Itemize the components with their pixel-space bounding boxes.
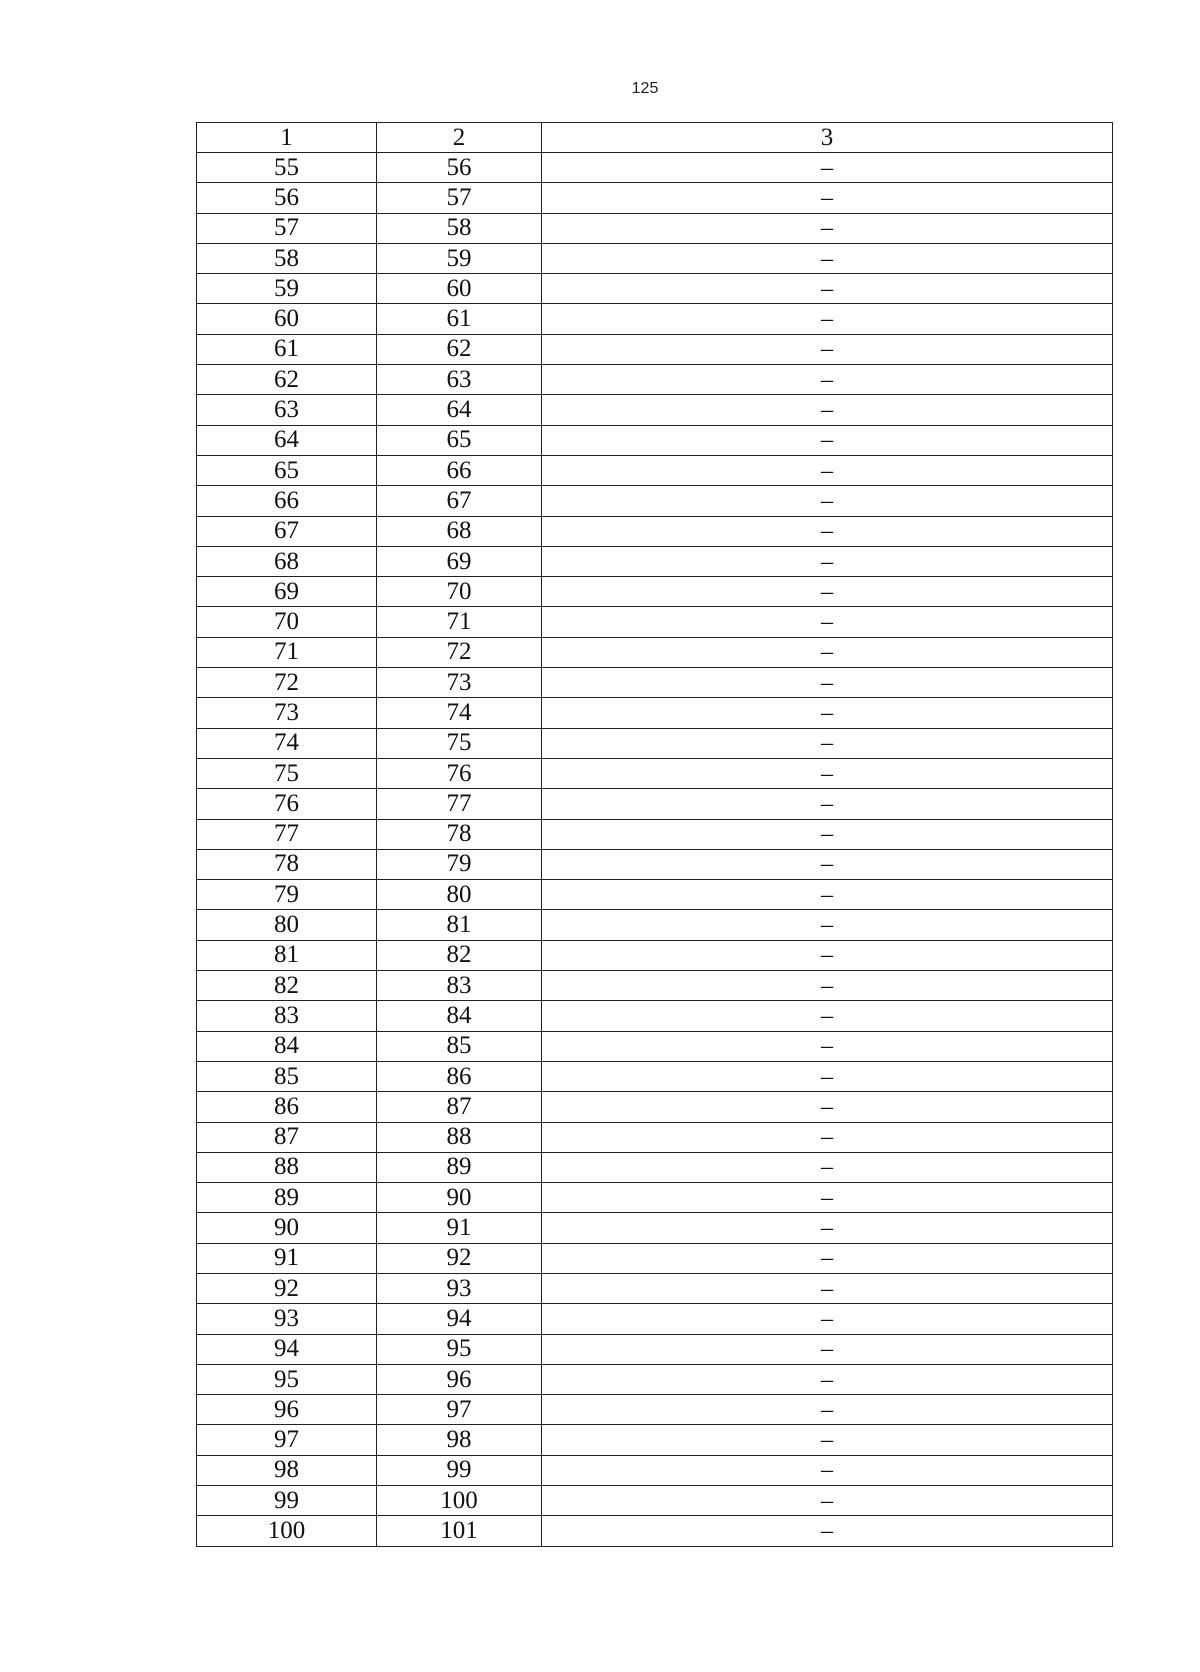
table-row: [197, 304, 1113, 334]
table-cell-col-2: 83: [377, 971, 542, 1001]
table-row: [197, 849, 1113, 879]
table-cell-col-3: –: [542, 789, 1113, 819]
table-row: [197, 395, 1113, 425]
table-cell-col-3: –: [542, 880, 1113, 910]
table-cell-col-1: 74: [197, 728, 377, 758]
table-cell-col-3: –: [542, 486, 1113, 516]
table-cell-col-1: 55: [197, 153, 377, 183]
header-row: [197, 123, 1113, 153]
table-cell-col-3: –: [542, 1243, 1113, 1273]
table-cell-col-1: 67: [197, 516, 377, 546]
table-row: [197, 1425, 1113, 1455]
table-cell-col-2: 85: [377, 1031, 542, 1061]
table-cell-col-1: 98: [197, 1455, 377, 1485]
table-row: [197, 1031, 1113, 1061]
table-cell-col-3: –: [542, 1395, 1113, 1425]
table-cell-col-1: 75: [197, 758, 377, 788]
table-row: [197, 455, 1113, 485]
table-cell-col-3: –: [542, 1486, 1113, 1516]
table-cell-col-1: 71: [197, 637, 377, 667]
table-cell-col-2: 90: [377, 1183, 542, 1213]
table-cell-col-3: –: [542, 637, 1113, 667]
table-cell-col-1: 99: [197, 1486, 377, 1516]
table-row: [197, 789, 1113, 819]
table-cell-col-2: 82: [377, 940, 542, 970]
table-cell-col-3: –: [542, 940, 1113, 970]
table-cell-col-2: 58: [377, 213, 542, 243]
table-cell-col-1: 79: [197, 880, 377, 910]
table-cell-col-1: 90: [197, 1213, 377, 1243]
table-cell-col-2: 79: [377, 849, 542, 879]
table-cell-col-2: 63: [377, 365, 542, 395]
table-row: [197, 1183, 1113, 1213]
table-row: [197, 819, 1113, 849]
table-cell-col-3: –: [542, 213, 1113, 243]
table-cell-col-2: 77: [377, 789, 542, 819]
table-cell-col-2: 60: [377, 274, 542, 304]
table-row: [197, 607, 1113, 637]
table-cell-col-3: –: [542, 1001, 1113, 1031]
table-row: [197, 1334, 1113, 1364]
table-cell-col-1: 86: [197, 1092, 377, 1122]
table-cell-col-3: –: [542, 698, 1113, 728]
table-cell-col-1: 72: [197, 668, 377, 698]
table-cell-col-2: 75: [377, 728, 542, 758]
table-cell-col-1: 73: [197, 698, 377, 728]
table-cell-col-3: –: [542, 849, 1113, 879]
table-cell-col-2: 84: [377, 1001, 542, 1031]
table-cell-col-3: –: [542, 819, 1113, 849]
table-row: [197, 213, 1113, 243]
table-cell-col-2: 88: [377, 1122, 542, 1152]
table-cell-col-3: –: [542, 365, 1113, 395]
table-cell-col-2: 98: [377, 1425, 542, 1455]
table-cell-col-3: –: [542, 607, 1113, 637]
table-cell-col-1: 65: [197, 455, 377, 485]
table-cell-col-2: 97: [377, 1395, 542, 1425]
table-cell-col-2: 92: [377, 1243, 542, 1273]
data-table: [196, 122, 1113, 1547]
table-cell-col-3: –: [542, 153, 1113, 183]
table-cell-col-1: 56: [197, 183, 377, 213]
table-row: [197, 1001, 1113, 1031]
table-cell-col-2: 62: [377, 334, 542, 364]
table-cell-col-3: –: [542, 1183, 1113, 1213]
table-row: [197, 334, 1113, 364]
table-cell-col-1: 84: [197, 1031, 377, 1061]
table-cell-col-3: –: [542, 1031, 1113, 1061]
table-row: [197, 1092, 1113, 1122]
table-cell-col-3: –: [542, 971, 1113, 1001]
table-row: [197, 668, 1113, 698]
table-cell-col-2: 99: [377, 1455, 542, 1485]
table-cell-col-3: –: [542, 1092, 1113, 1122]
table-cell-col-1: 94: [197, 1334, 377, 1364]
table-cell-col-2: 91: [377, 1213, 542, 1243]
table-row: [197, 486, 1113, 516]
table-cell-col-1: 58: [197, 243, 377, 273]
table-row: [197, 910, 1113, 940]
table-cell-col-1: 63: [197, 395, 377, 425]
table-cell-col-1: 80: [197, 910, 377, 940]
table-cell-col-3: –: [542, 455, 1113, 485]
table-cell-col-3: –: [542, 546, 1113, 576]
table-cell-col-2: 59: [377, 243, 542, 273]
table-cell-col-3: –: [542, 1273, 1113, 1303]
table-cell-col-1: 93: [197, 1304, 377, 1334]
table-cell-col-3: –: [542, 1455, 1113, 1485]
table-header: [197, 123, 1113, 153]
table-row: [197, 274, 1113, 304]
table-row: [197, 1122, 1113, 1152]
column-header-3: 3: [542, 123, 1113, 153]
table-row: [197, 546, 1113, 576]
table-cell-col-1: 88: [197, 1152, 377, 1182]
table-row: [197, 637, 1113, 667]
table-row: [197, 1061, 1113, 1091]
table-cell-col-1: 89: [197, 1183, 377, 1213]
table-cell-col-3: –: [542, 1516, 1113, 1546]
table-row: [197, 425, 1113, 455]
table-row: [197, 243, 1113, 273]
table-cell-col-3: –: [542, 1425, 1113, 1455]
table-row: [197, 365, 1113, 395]
table-row: [197, 698, 1113, 728]
table-row: [197, 728, 1113, 758]
table-row: [197, 940, 1113, 970]
table-cell-col-3: –: [542, 395, 1113, 425]
table-cell-col-1: 97: [197, 1425, 377, 1455]
table-row: [197, 880, 1113, 910]
table-cell-col-1: 76: [197, 789, 377, 819]
table-row: [197, 1273, 1113, 1303]
table-cell-col-3: –: [542, 910, 1113, 940]
table-cell-col-1: 100: [197, 1516, 377, 1546]
table-cell-col-2: 96: [377, 1364, 542, 1394]
table-row: [197, 1304, 1113, 1334]
table-cell-col-1: 91: [197, 1243, 377, 1273]
table-cell-col-1: 60: [197, 304, 377, 334]
table-cell-col-1: 66: [197, 486, 377, 516]
table-cell-col-2: 89: [377, 1152, 542, 1182]
table-row: [197, 758, 1113, 788]
table-row: [197, 577, 1113, 607]
column-header-2: 2: [377, 123, 542, 153]
table-cell-col-2: 81: [377, 910, 542, 940]
table-cell-col-1: 83: [197, 1001, 377, 1031]
table-cell-col-3: –: [542, 304, 1113, 334]
table-cell-col-2: 69: [377, 546, 542, 576]
table-cell-col-3: –: [542, 243, 1113, 273]
table-cell-col-1: 95: [197, 1364, 377, 1394]
table-cell-col-1: 69: [197, 577, 377, 607]
table-cell-col-2: 66: [377, 455, 542, 485]
table-cell-col-1: 96: [197, 1395, 377, 1425]
table-cell-col-1: 92: [197, 1273, 377, 1303]
table-cell-col-3: –: [542, 425, 1113, 455]
table-cell-col-3: –: [542, 577, 1113, 607]
table-row: [197, 1364, 1113, 1394]
table-cell-col-2: 57: [377, 183, 542, 213]
table-row: [197, 1243, 1113, 1273]
table-row: [197, 516, 1113, 546]
table-cell-col-3: –: [542, 1061, 1113, 1091]
table-body: [197, 153, 1113, 1547]
table-cell-col-3: –: [542, 1334, 1113, 1364]
table-row: [197, 1516, 1113, 1546]
table-row: [197, 153, 1113, 183]
table-row: [197, 1486, 1113, 1516]
table-cell-col-2: 86: [377, 1061, 542, 1091]
table-row: [197, 1455, 1113, 1485]
table-cell-col-1: 87: [197, 1122, 377, 1152]
table-cell-col-2: 76: [377, 758, 542, 788]
table-cell-col-3: –: [542, 516, 1113, 546]
table-cell-col-2: 73: [377, 668, 542, 698]
table-cell-col-3: –: [542, 758, 1113, 788]
table-cell-col-2: 87: [377, 1092, 542, 1122]
table-cell-col-2: 68: [377, 516, 542, 546]
table-cell-col-1: 62: [197, 365, 377, 395]
table-cell-col-3: –: [542, 1213, 1113, 1243]
table-cell-col-2: 61: [377, 304, 542, 334]
table-row: [197, 1152, 1113, 1182]
table-cell-col-2: 72: [377, 637, 542, 667]
column-header-1: 1: [197, 123, 377, 153]
table-row: [197, 971, 1113, 1001]
table-cell-col-3: –: [542, 728, 1113, 758]
table-cell-col-1: 57: [197, 213, 377, 243]
table-cell-col-3: –: [542, 1364, 1113, 1394]
table-cell-col-3: –: [542, 1152, 1113, 1182]
table-cell-col-3: –: [542, 1122, 1113, 1152]
table-cell-col-1: 82: [197, 971, 377, 1001]
table-cell-col-2: 56: [377, 153, 542, 183]
table-cell-col-2: 101: [377, 1516, 542, 1546]
table-cell-col-2: 67: [377, 486, 542, 516]
table-cell-col-1: 59: [197, 274, 377, 304]
table-cell-col-2: 80: [377, 880, 542, 910]
page-number: 125: [631, 80, 659, 97]
table-cell-col-1: 77: [197, 819, 377, 849]
table-row: [197, 1395, 1113, 1425]
table-cell-col-3: –: [542, 668, 1113, 698]
table-cell-col-1: 85: [197, 1061, 377, 1091]
table-cell-col-2: 100: [377, 1486, 542, 1516]
table-cell-col-3: –: [542, 274, 1113, 304]
table-cell-col-2: 70: [377, 577, 542, 607]
table-cell-col-1: 64: [197, 425, 377, 455]
table-cell-col-2: 74: [377, 698, 542, 728]
table-cell-col-2: 95: [377, 1334, 542, 1364]
table-cell-col-1: 61: [197, 334, 377, 364]
table-row: [197, 183, 1113, 213]
table-cell-col-3: –: [542, 334, 1113, 364]
table-cell-col-2: 78: [377, 819, 542, 849]
table-cell-col-2: 71: [377, 607, 542, 637]
table-cell-col-1: 68: [197, 546, 377, 576]
data-table-container: [196, 122, 1112, 1547]
table-cell-col-2: 65: [377, 425, 542, 455]
table-cell-col-1: 70: [197, 607, 377, 637]
table-cell-col-3: –: [542, 183, 1113, 213]
table-cell-col-2: 64: [377, 395, 542, 425]
table-cell-col-1: 81: [197, 940, 377, 970]
table-cell-col-1: 78: [197, 849, 377, 879]
table-cell-col-2: 93: [377, 1273, 542, 1303]
table-cell-col-2: 94: [377, 1304, 542, 1334]
table-row: [197, 1213, 1113, 1243]
table-cell-col-3: –: [542, 1304, 1113, 1334]
